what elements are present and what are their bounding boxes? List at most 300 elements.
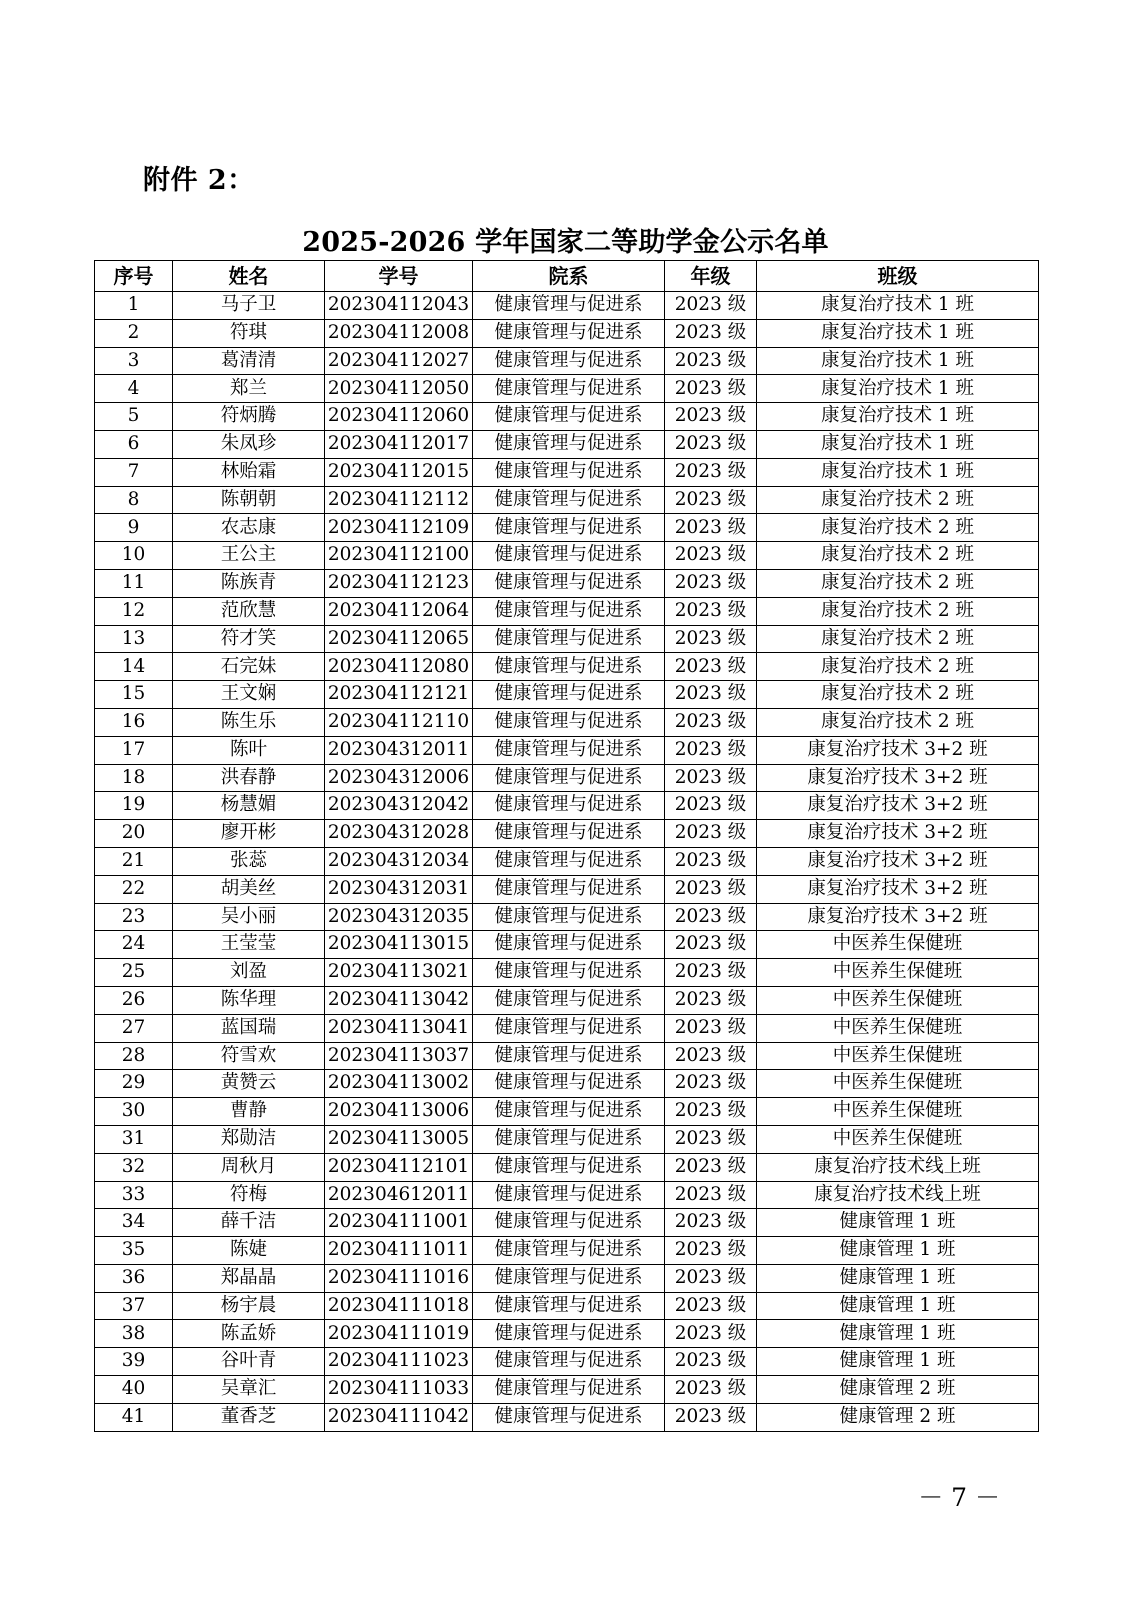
cell-student-id: 202304312042	[325, 792, 473, 820]
cell-grade: 2023 级	[665, 1292, 757, 1320]
cell-seq: 38	[95, 1320, 173, 1348]
cell-student-id: 202304113021	[325, 959, 473, 987]
cell-seq: 16	[95, 708, 173, 736]
cell-department: 健康管理与促进系	[473, 931, 665, 959]
cell-name: 薛千洁	[173, 1209, 325, 1237]
cell-class: 中医养生保健班	[757, 1098, 1039, 1126]
cell-student-id: 202304312031	[325, 875, 473, 903]
cell-student-id: 202304112015	[325, 458, 473, 486]
cell-seq: 14	[95, 653, 173, 681]
cell-class: 康复治疗技术 2 班	[757, 653, 1039, 681]
cell-class: 康复治疗技术 1 班	[757, 375, 1039, 403]
cell-department: 健康管理与促进系	[473, 1042, 665, 1070]
cell-department: 健康管理与促进系	[473, 1125, 665, 1153]
cell-grade: 2023 级	[665, 1098, 757, 1126]
cell-student-id: 202304111023	[325, 1348, 473, 1376]
cell-grade: 2023 级	[665, 847, 757, 875]
cell-student-id: 202304113041	[325, 1014, 473, 1042]
cell-department: 健康管理与促进系	[473, 736, 665, 764]
cell-name: 符炳腾	[173, 403, 325, 431]
cell-department: 健康管理与促进系	[473, 569, 665, 597]
cell-grade: 2023 级	[665, 820, 757, 848]
cell-department: 健康管理与促进系	[473, 1153, 665, 1181]
table-header-row	[95, 261, 1039, 292]
cell-name: 洪春静	[173, 764, 325, 792]
page-number: － 7 －	[918, 1483, 1000, 1512]
cell-class: 健康管理 1 班	[757, 1292, 1039, 1320]
cell-class: 康复治疗技术 3+2 班	[757, 736, 1039, 764]
cell-name: 陈孟娇	[173, 1320, 325, 1348]
cell-name: 黄赞云	[173, 1070, 325, 1098]
cell-grade: 2023 级	[665, 1264, 757, 1292]
column-header-seq: 序号	[95, 261, 173, 292]
cell-student-id: 202304111042	[325, 1403, 473, 1431]
cell-class: 康复治疗技术 2 班	[757, 681, 1039, 709]
table-row	[95, 847, 1039, 875]
table-row	[95, 1209, 1039, 1237]
cell-student-id: 202304612011	[325, 1181, 473, 1209]
cell-class: 康复治疗技术 1 班	[757, 292, 1039, 320]
cell-name: 董香芝	[173, 1403, 325, 1431]
cell-seq: 29	[95, 1070, 173, 1098]
cell-grade: 2023 级	[665, 1125, 757, 1153]
cell-student-id: 202304112060	[325, 403, 473, 431]
cell-student-id: 202304312006	[325, 764, 473, 792]
cell-name: 王莹莹	[173, 931, 325, 959]
cell-student-id: 202304112050	[325, 375, 473, 403]
cell-student-id: 202304113005	[325, 1125, 473, 1153]
cell-department: 健康管理与促进系	[473, 653, 665, 681]
cell-grade: 2023 级	[665, 681, 757, 709]
cell-grade: 2023 级	[665, 1181, 757, 1209]
cell-class: 康复治疗技术 2 班	[757, 597, 1039, 625]
cell-seq: 6	[95, 430, 173, 458]
column-header-class: 班级	[757, 261, 1039, 292]
cell-student-id: 202304111016	[325, 1264, 473, 1292]
cell-grade: 2023 级	[665, 597, 757, 625]
cell-seq: 3	[95, 347, 173, 375]
cell-grade: 2023 级	[665, 653, 757, 681]
cell-class: 康复治疗技术 1 班	[757, 430, 1039, 458]
cell-class: 中医养生保健班	[757, 986, 1039, 1014]
cell-department: 健康管理与促进系	[473, 430, 665, 458]
cell-grade: 2023 级	[665, 1320, 757, 1348]
cell-grade: 2023 级	[665, 736, 757, 764]
cell-seq: 9	[95, 514, 173, 542]
cell-grade: 2023 级	[665, 1237, 757, 1265]
table-row	[95, 1348, 1039, 1376]
cell-student-id: 202304111033	[325, 1376, 473, 1404]
cell-seq: 21	[95, 847, 173, 875]
cell-grade: 2023 级	[665, 514, 757, 542]
cell-name: 王文娴	[173, 681, 325, 709]
table-row	[95, 1376, 1039, 1404]
cell-department: 健康管理与促进系	[473, 1320, 665, 1348]
cell-grade: 2023 级	[665, 1153, 757, 1181]
cell-name: 符才笑	[173, 625, 325, 653]
cell-department: 健康管理与促进系	[473, 514, 665, 542]
table-row	[95, 1403, 1039, 1431]
cell-seq: 24	[95, 931, 173, 959]
cell-department: 健康管理与促进系	[473, 403, 665, 431]
cell-department: 健康管理与促进系	[473, 486, 665, 514]
table-row	[95, 458, 1039, 486]
cell-class: 康复治疗技术 3+2 班	[757, 764, 1039, 792]
table-row	[95, 375, 1039, 403]
cell-grade: 2023 级	[665, 792, 757, 820]
cell-class: 健康管理 1 班	[757, 1237, 1039, 1265]
table-header	[95, 261, 1039, 292]
cell-seq: 27	[95, 1014, 173, 1042]
table-row	[95, 1181, 1039, 1209]
table-row	[95, 681, 1039, 709]
table-row	[95, 903, 1039, 931]
cell-name: 谷叶青	[173, 1348, 325, 1376]
table-row	[95, 1292, 1039, 1320]
cell-seq: 19	[95, 792, 173, 820]
cell-class: 康复治疗技术 1 班	[757, 319, 1039, 347]
cell-name: 廖开彬	[173, 820, 325, 848]
cell-name: 林贻霜	[173, 458, 325, 486]
cell-grade: 2023 级	[665, 1042, 757, 1070]
table-row	[95, 403, 1039, 431]
table-row	[95, 792, 1039, 820]
cell-class: 康复治疗技术 3+2 班	[757, 820, 1039, 848]
table-row	[95, 542, 1039, 570]
cell-department: 健康管理与促进系	[473, 1209, 665, 1237]
cell-department: 健康管理与促进系	[473, 875, 665, 903]
cell-department: 健康管理与促进系	[473, 1376, 665, 1404]
cell-grade: 2023 级	[665, 542, 757, 570]
cell-class: 健康管理 2 班	[757, 1376, 1039, 1404]
cell-student-id: 202304312035	[325, 903, 473, 931]
table-body	[95, 292, 1039, 1432]
cell-name: 陈朝朝	[173, 486, 325, 514]
table-row	[95, 1153, 1039, 1181]
cell-class: 健康管理 1 班	[757, 1348, 1039, 1376]
page-title: 2025-2026 学年国家二等助学金公示名单	[302, 227, 829, 258]
cell-seq: 7	[95, 458, 173, 486]
table-row	[95, 1125, 1039, 1153]
cell-department: 健康管理与促进系	[473, 1181, 665, 1209]
cell-class: 康复治疗技术 1 班	[757, 458, 1039, 486]
table-row	[95, 708, 1039, 736]
cell-name: 王公主	[173, 542, 325, 570]
cell-class: 康复治疗技术 3+2 班	[757, 903, 1039, 931]
cell-seq: 36	[95, 1264, 173, 1292]
cell-class: 康复治疗技术 2 班	[757, 486, 1039, 514]
cell-department: 健康管理与促进系	[473, 847, 665, 875]
cell-student-id: 202304112101	[325, 1153, 473, 1181]
table-row	[95, 347, 1039, 375]
cell-student-id: 202304112121	[325, 681, 473, 709]
cell-class: 中医养生保健班	[757, 1070, 1039, 1098]
cell-seq: 34	[95, 1209, 173, 1237]
cell-class: 康复治疗技术 3+2 班	[757, 875, 1039, 903]
cell-class: 康复治疗技术 2 班	[757, 708, 1039, 736]
cell-class: 健康管理 1 班	[757, 1320, 1039, 1348]
cell-department: 健康管理与促进系	[473, 959, 665, 987]
cell-grade: 2023 级	[665, 708, 757, 736]
table-row	[95, 875, 1039, 903]
cell-name: 胡美丝	[173, 875, 325, 903]
cell-class: 中医养生保健班	[757, 959, 1039, 987]
cell-student-id: 202304112112	[325, 486, 473, 514]
cell-student-id: 202304112100	[325, 542, 473, 570]
cell-seq: 28	[95, 1042, 173, 1070]
table-row	[95, 514, 1039, 542]
table-row	[95, 625, 1039, 653]
table-row	[95, 1098, 1039, 1126]
cell-seq: 37	[95, 1292, 173, 1320]
cell-department: 健康管理与促进系	[473, 986, 665, 1014]
cell-department: 健康管理与促进系	[473, 625, 665, 653]
cell-name: 陈婕	[173, 1237, 325, 1265]
cell-seq: 33	[95, 1181, 173, 1209]
cell-department: 健康管理与促进系	[473, 458, 665, 486]
cell-class: 康复治疗技术 1 班	[757, 403, 1039, 431]
cell-grade: 2023 级	[665, 931, 757, 959]
cell-grade: 2023 级	[665, 347, 757, 375]
cell-department: 健康管理与促进系	[473, 1098, 665, 1126]
cell-seq: 8	[95, 486, 173, 514]
roster-table-container	[94, 260, 1038, 1432]
cell-name: 杨慧媚	[173, 792, 325, 820]
cell-grade: 2023 级	[665, 292, 757, 320]
cell-name: 吴小丽	[173, 903, 325, 931]
cell-class: 康复治疗技术 2 班	[757, 542, 1039, 570]
cell-seq: 18	[95, 764, 173, 792]
cell-seq: 30	[95, 1098, 173, 1126]
cell-department: 健康管理与促进系	[473, 1348, 665, 1376]
scholarship-roster-table	[94, 260, 1039, 1432]
table-row	[95, 931, 1039, 959]
cell-grade: 2023 级	[665, 1403, 757, 1431]
cell-name: 蓝国瑞	[173, 1014, 325, 1042]
cell-student-id: 202304113015	[325, 931, 473, 959]
table-row	[95, 569, 1039, 597]
table-row	[95, 430, 1039, 458]
cell-department: 健康管理与促进系	[473, 292, 665, 320]
cell-class: 康复治疗技术 3+2 班	[757, 847, 1039, 875]
cell-class: 康复治疗技术 2 班	[757, 625, 1039, 653]
table-row	[95, 292, 1039, 320]
cell-student-id: 202304112008	[325, 319, 473, 347]
cell-grade: 2023 级	[665, 1014, 757, 1042]
cell-name: 符梅	[173, 1181, 325, 1209]
cell-student-id: 202304112064	[325, 597, 473, 625]
cell-name: 陈华理	[173, 986, 325, 1014]
cell-seq: 40	[95, 1376, 173, 1404]
cell-student-id: 202304312028	[325, 820, 473, 848]
cell-student-id: 202304111018	[325, 1292, 473, 1320]
table-row	[95, 486, 1039, 514]
cell-student-id: 202304312011	[325, 736, 473, 764]
cell-seq: 2	[95, 319, 173, 347]
cell-name: 范欣慧	[173, 597, 325, 625]
cell-grade: 2023 级	[665, 625, 757, 653]
cell-seq: 11	[95, 569, 173, 597]
cell-department: 健康管理与促进系	[473, 375, 665, 403]
cell-department: 健康管理与促进系	[473, 542, 665, 570]
cell-class: 中医养生保健班	[757, 1042, 1039, 1070]
cell-department: 健康管理与促进系	[473, 1403, 665, 1431]
cell-name: 吴章汇	[173, 1376, 325, 1404]
cell-seq: 23	[95, 903, 173, 931]
cell-name: 朱凤珍	[173, 430, 325, 458]
cell-student-id: 202304113037	[325, 1042, 473, 1070]
cell-department: 健康管理与促进系	[473, 597, 665, 625]
cell-student-id: 202304111001	[325, 1209, 473, 1237]
cell-student-id: 202304113006	[325, 1098, 473, 1126]
table-row	[95, 959, 1039, 987]
cell-name: 郑晶晶	[173, 1264, 325, 1292]
cell-name: 郑勋洁	[173, 1125, 325, 1153]
cell-student-id: 202304112109	[325, 514, 473, 542]
cell-class: 中医养生保健班	[757, 931, 1039, 959]
cell-grade: 2023 级	[665, 1209, 757, 1237]
cell-grade: 2023 级	[665, 764, 757, 792]
cell-name: 刘盈	[173, 959, 325, 987]
table-row	[95, 1237, 1039, 1265]
column-header-grade: 年级	[665, 261, 757, 292]
cell-grade: 2023 级	[665, 430, 757, 458]
cell-seq: 32	[95, 1153, 173, 1181]
cell-class: 康复治疗技术 3+2 班	[757, 792, 1039, 820]
table-row	[95, 1320, 1039, 1348]
cell-student-id: 202304112123	[325, 569, 473, 597]
cell-department: 健康管理与促进系	[473, 792, 665, 820]
attachment-label: 附件 2：	[143, 165, 255, 196]
cell-seq: 10	[95, 542, 173, 570]
table-row	[95, 1070, 1039, 1098]
table-row	[95, 1264, 1039, 1292]
cell-student-id: 202304113002	[325, 1070, 473, 1098]
cell-department: 健康管理与促进系	[473, 820, 665, 848]
cell-grade: 2023 级	[665, 1070, 757, 1098]
cell-name: 符琪	[173, 319, 325, 347]
cell-department: 健康管理与促进系	[473, 764, 665, 792]
table-row	[95, 319, 1039, 347]
cell-name: 陈生乐	[173, 708, 325, 736]
cell-grade: 2023 级	[665, 375, 757, 403]
cell-name: 马子卫	[173, 292, 325, 320]
cell-name: 张蕊	[173, 847, 325, 875]
cell-class: 健康管理 1 班	[757, 1264, 1039, 1292]
column-header-student-id: 学号	[325, 261, 473, 292]
cell-student-id: 202304111019	[325, 1320, 473, 1348]
cell-department: 健康管理与促进系	[473, 1070, 665, 1098]
table-row	[95, 597, 1039, 625]
cell-student-id: 202304111011	[325, 1237, 473, 1265]
cell-class: 康复治疗技术线上班	[757, 1181, 1039, 1209]
cell-department: 健康管理与促进系	[473, 347, 665, 375]
table-row	[95, 764, 1039, 792]
cell-seq: 1	[95, 292, 173, 320]
cell-name: 郑兰	[173, 375, 325, 403]
cell-seq: 35	[95, 1237, 173, 1265]
cell-department: 健康管理与促进系	[473, 319, 665, 347]
table-row	[95, 1042, 1039, 1070]
cell-grade: 2023 级	[665, 875, 757, 903]
cell-grade: 2023 级	[665, 986, 757, 1014]
cell-class: 康复治疗技术线上班	[757, 1153, 1039, 1181]
cell-name: 葛清清	[173, 347, 325, 375]
cell-name: 曹静	[173, 1098, 325, 1126]
cell-grade: 2023 级	[665, 458, 757, 486]
cell-grade: 2023 级	[665, 486, 757, 514]
cell-seq: 13	[95, 625, 173, 653]
cell-class: 中医养生保健班	[757, 1125, 1039, 1153]
cell-seq: 41	[95, 1403, 173, 1431]
cell-grade: 2023 级	[665, 319, 757, 347]
cell-grade: 2023 级	[665, 403, 757, 431]
column-header-department: 院系	[473, 261, 665, 292]
cell-department: 健康管理与促进系	[473, 903, 665, 931]
cell-seq: 5	[95, 403, 173, 431]
cell-student-id: 202304112017	[325, 430, 473, 458]
table-row	[95, 820, 1039, 848]
cell-seq: 31	[95, 1125, 173, 1153]
table-row	[95, 653, 1039, 681]
cell-grade: 2023 级	[665, 959, 757, 987]
table-row	[95, 986, 1039, 1014]
cell-department: 健康管理与促进系	[473, 1014, 665, 1042]
cell-seq: 20	[95, 820, 173, 848]
cell-seq: 17	[95, 736, 173, 764]
cell-student-id: 202304112080	[325, 653, 473, 681]
cell-seq: 22	[95, 875, 173, 903]
cell-department: 健康管理与促进系	[473, 1237, 665, 1265]
cell-seq: 26	[95, 986, 173, 1014]
cell-name: 陈叶	[173, 736, 325, 764]
cell-class: 健康管理 1 班	[757, 1209, 1039, 1237]
cell-student-id: 202304112065	[325, 625, 473, 653]
cell-seq: 4	[95, 375, 173, 403]
cell-name: 农志康	[173, 514, 325, 542]
cell-class: 康复治疗技术 1 班	[757, 347, 1039, 375]
cell-name: 石完妹	[173, 653, 325, 681]
cell-seq: 12	[95, 597, 173, 625]
cell-seq: 25	[95, 959, 173, 987]
cell-class: 康复治疗技术 2 班	[757, 569, 1039, 597]
cell-class: 健康管理 2 班	[757, 1403, 1039, 1431]
cell-grade: 2023 级	[665, 903, 757, 931]
cell-department: 健康管理与促进系	[473, 681, 665, 709]
cell-seq: 15	[95, 681, 173, 709]
cell-seq: 39	[95, 1348, 173, 1376]
cell-student-id: 202304113042	[325, 986, 473, 1014]
cell-grade: 2023 级	[665, 569, 757, 597]
table-row	[95, 736, 1039, 764]
column-header-name: 姓名	[173, 261, 325, 292]
cell-name: 周秋月	[173, 1153, 325, 1181]
cell-class: 康复治疗技术 2 班	[757, 514, 1039, 542]
cell-department: 健康管理与促进系	[473, 1292, 665, 1320]
cell-department: 健康管理与促进系	[473, 708, 665, 736]
cell-name: 符雪欢	[173, 1042, 325, 1070]
cell-department: 健康管理与促进系	[473, 1264, 665, 1292]
cell-student-id: 202304312034	[325, 847, 473, 875]
cell-grade: 2023 级	[665, 1348, 757, 1376]
cell-student-id: 202304112027	[325, 347, 473, 375]
cell-name: 杨宇晨	[173, 1292, 325, 1320]
cell-student-id: 202304112043	[325, 292, 473, 320]
cell-student-id: 202304112110	[325, 708, 473, 736]
cell-class: 中医养生保健班	[757, 1014, 1039, 1042]
cell-grade: 2023 级	[665, 1376, 757, 1404]
table-row	[95, 1014, 1039, 1042]
